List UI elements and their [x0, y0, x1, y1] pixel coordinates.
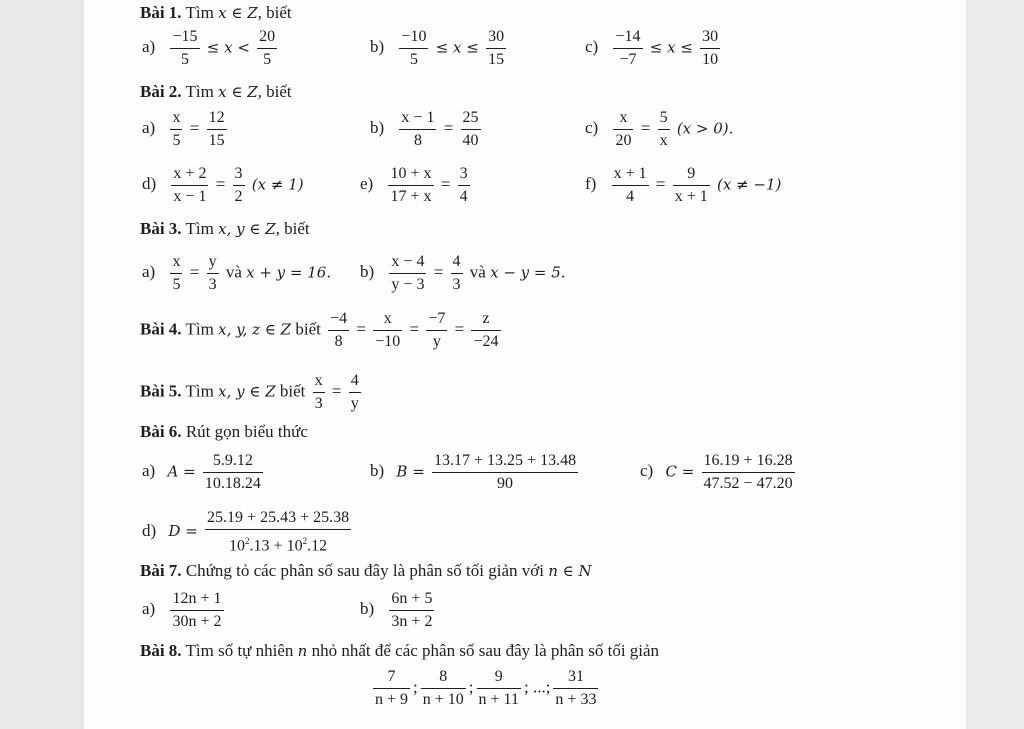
numerator: 4 — [349, 372, 361, 393]
item-label: d) — [142, 174, 157, 194]
numerator: y — [207, 253, 219, 274]
numerator: −10 — [399, 28, 428, 49]
denominator: x + 1 — [674, 188, 708, 205]
equals-sign: = — [215, 174, 226, 194]
denominator: n + 33 — [555, 691, 597, 708]
denominator: n + 9 — [375, 691, 409, 708]
fraction — [702, 452, 795, 493]
numerator: 7 — [373, 668, 410, 689]
numerator: −15 — [170, 28, 199, 49]
denominator: 5 — [180, 51, 189, 68]
denominator: 3 — [452, 276, 461, 293]
item-label: a) — [142, 118, 156, 138]
denominator: x — [659, 132, 668, 149]
fraction — [426, 310, 447, 351]
numerator: 5.9.12 — [203, 452, 263, 473]
exercise-text: Tìm — [185, 82, 214, 101]
numerator: −4 — [328, 310, 349, 331]
numerator: 8 — [421, 668, 466, 689]
exercise-text: Tìm số tự nhiên — [185, 641, 294, 660]
fraction — [373, 310, 402, 351]
fraction — [373, 668, 410, 709]
math-set: x, y, z ∈ Z — [218, 320, 292, 339]
exercise-title: Bài 8. — [140, 641, 182, 660]
expression-var: A = — [167, 462, 196, 481]
numerator: 13.17 + 13.25 + 13.48 — [432, 452, 578, 473]
exercise-6-heading — [140, 422, 308, 442]
exercise-text: Chứng tỏ các phân số sau đây là phân số tối giản với — [185, 561, 544, 580]
numerator: x — [613, 109, 633, 130]
exercise-1-heading — [140, 3, 292, 23]
fraction — [205, 509, 351, 555]
equals-sign: = — [433, 262, 444, 282]
equals-sign: = — [454, 319, 465, 339]
fraction — [700, 28, 720, 69]
denominator: 2 — [234, 188, 243, 205]
exercise-tail: , biết — [275, 219, 310, 238]
exercise-tail: biết — [279, 381, 306, 401]
exercise-2c — [585, 109, 733, 150]
denominator: −7 — [619, 51, 637, 68]
item-label: b) — [360, 599, 375, 619]
denominator: 17 + x — [390, 188, 432, 205]
conjunction: và — [469, 262, 486, 282]
math-op: ≤ x ≤ — [435, 38, 479, 57]
numerator: −7 — [426, 310, 447, 331]
fraction — [458, 165, 470, 206]
numerator: 25.19 + 25.43 + 25.38 — [205, 509, 351, 530]
fraction — [389, 590, 434, 631]
fraction — [421, 668, 466, 709]
denominator: 3 — [208, 276, 217, 293]
denominator-part: 10 — [229, 537, 246, 555]
condition: x + y = 16. — [246, 263, 332, 282]
page-right-margin — [966, 0, 1024, 729]
fraction — [399, 28, 428, 69]
math-op: ≤ x < — [206, 38, 250, 57]
denominator: y − 3 — [391, 276, 425, 293]
fraction — [170, 590, 223, 631]
numerator: x + 2 — [171, 165, 208, 186]
fraction — [673, 165, 710, 206]
expression-var: B = — [396, 462, 425, 481]
item-label: b) — [370, 461, 385, 481]
fraction — [477, 668, 521, 709]
numerator: x — [373, 310, 402, 331]
equals-sign: = — [331, 381, 342, 401]
fraction — [207, 253, 219, 294]
denominator: 40 — [462, 132, 479, 149]
exercise-1c — [585, 28, 723, 69]
fraction — [328, 310, 349, 351]
numerator: 20 — [257, 28, 277, 49]
denominator: 5 — [172, 132, 181, 149]
fraction — [170, 253, 182, 294]
exercise-7-heading — [140, 561, 592, 581]
numerator: 3 — [458, 165, 470, 186]
numerator: 30 — [486, 28, 506, 49]
exercise-8-fractions — [370, 668, 601, 709]
fraction — [461, 109, 481, 150]
expression-var: D = — [168, 522, 198, 541]
numerator: 5 — [658, 109, 670, 130]
numerator: 9 — [673, 165, 710, 186]
denominator: 15 — [208, 132, 225, 149]
fraction — [170, 109, 182, 150]
fraction — [171, 165, 208, 206]
numerator: 3 — [233, 165, 245, 186]
fraction — [613, 28, 642, 69]
equals-sign: = — [409, 319, 420, 339]
exercise-7b — [360, 590, 437, 631]
numerator: x — [170, 109, 182, 130]
denominator: 3n + 2 — [391, 613, 433, 630]
item-label: f) — [585, 174, 597, 194]
exercise-2-heading — [140, 82, 292, 102]
item-label: d) — [142, 521, 157, 541]
denominator: 5 — [172, 276, 181, 293]
exercise-1b — [370, 28, 509, 69]
exercise-4 — [140, 310, 504, 351]
denominator: 47.52 − 47.20 — [703, 475, 793, 492]
fraction — [207, 109, 227, 150]
ellipsis: ; ...; — [523, 677, 551, 697]
denominator: 15 — [488, 51, 505, 68]
exercise-2f — [585, 165, 781, 206]
denominator: 10.18.24 — [204, 475, 261, 492]
exercise-text: Rút gọn biểu thức — [185, 422, 308, 441]
fraction — [553, 668, 598, 709]
numerator: 9 — [477, 668, 521, 689]
item-label: b) — [370, 118, 385, 138]
exercise-text: Tìm — [185, 381, 214, 401]
exercise-text: Tìm — [185, 219, 214, 238]
denominator: 4 — [459, 188, 468, 205]
exercise-title: Bài 7. — [140, 561, 182, 580]
exercise-tail: , biết — [257, 82, 292, 101]
equals-sign: = — [640, 118, 651, 138]
exercise-2e — [360, 165, 473, 206]
numerator: 16.19 + 16.28 — [702, 452, 795, 473]
fraction — [203, 452, 263, 493]
denominator: n + 10 — [422, 691, 464, 708]
numerator: x — [170, 253, 182, 274]
numerator: 12 — [207, 109, 227, 130]
denominator: 3 — [314, 395, 323, 412]
denominator: 8 — [334, 333, 343, 350]
fraction — [170, 28, 199, 69]
exercise-title: Bài 5. — [140, 381, 182, 401]
fraction — [389, 253, 426, 294]
fraction — [471, 310, 500, 351]
exercise-2a — [142, 109, 230, 150]
denominator: n + 11 — [478, 691, 519, 708]
numerator: 4 — [451, 253, 463, 274]
exercise-6c — [640, 452, 798, 493]
item-label: a) — [142, 461, 156, 481]
conjunction: và — [225, 262, 242, 282]
denominator: 8 — [413, 132, 422, 149]
denominator: 10 — [702, 51, 719, 68]
exercise-7a — [142, 590, 227, 631]
condition: (x ≠ −1) — [716, 175, 782, 194]
condition: (x > 0). — [676, 119, 734, 138]
denominator: 30n + 2 — [172, 613, 222, 630]
fraction — [388, 165, 433, 206]
condition: (x ≠ 1) — [251, 175, 304, 194]
numerator: 25 — [461, 109, 481, 130]
exercise-2d — [142, 165, 304, 206]
exercise-title: Bài 2. — [140, 82, 182, 101]
numerator: 12n + 1 — [170, 590, 223, 611]
math-var: n — [297, 642, 308, 660]
exercise-8-heading — [140, 641, 659, 661]
math-set: x, y ∈ Z — [218, 220, 276, 238]
denominator: y — [432, 333, 441, 350]
numerator: x − 1 — [399, 109, 436, 130]
exercise-text: nhỏ nhất để các phân số sau đây là phân số tối giản — [311, 641, 660, 660]
exponent: 2 — [245, 536, 250, 546]
item-label: c) — [640, 461, 654, 481]
exercise-2b — [370, 109, 484, 150]
equals-sign: = — [440, 174, 451, 194]
numerator: z — [471, 310, 500, 331]
numerator: x − 4 — [389, 253, 426, 274]
fraction — [257, 28, 277, 69]
denominator-part: .12 — [307, 537, 328, 555]
exercise-title: Bài 1. — [140, 3, 182, 22]
numerator: x — [313, 372, 325, 393]
math-set: x ∈ Z — [218, 4, 258, 22]
exercise-title: Bài 3. — [140, 219, 182, 238]
numerator: 10 + x — [388, 165, 433, 186]
equals-sign: = — [189, 262, 200, 282]
exercise-6d — [142, 509, 354, 555]
separator: ; — [413, 677, 418, 697]
fraction — [613, 109, 633, 150]
equals-sign: = — [443, 118, 454, 138]
fraction — [399, 109, 436, 150]
denominator: y — [350, 395, 359, 412]
item-label: a) — [142, 262, 156, 282]
condition: n ∈ N — [548, 562, 592, 580]
item-label: a) — [142, 37, 156, 57]
exercise-text: Tìm — [185, 319, 214, 339]
numerator: 6n + 5 — [389, 590, 434, 611]
exercise-tail: biết — [295, 319, 321, 339]
item-label: e) — [360, 174, 374, 194]
fraction — [658, 109, 670, 150]
fraction — [233, 165, 245, 206]
equals-sign: = — [189, 118, 200, 138]
exercise-3b — [360, 253, 566, 294]
fraction — [451, 253, 463, 294]
expression-var: C = — [665, 462, 695, 481]
exercise-3-heading — [140, 219, 310, 239]
item-label: c) — [585, 37, 599, 57]
denominator: 5 — [263, 51, 272, 68]
condition: x − y = 5. — [490, 263, 566, 282]
item-label: b) — [370, 37, 385, 57]
denominator: x − 1 — [173, 188, 207, 205]
exercise-tail: , biết — [257, 3, 292, 22]
denominator — [205, 530, 351, 555]
fraction — [313, 372, 325, 413]
denominator: 90 — [497, 475, 514, 492]
item-label: b) — [360, 262, 375, 282]
exercise-title: Bài 6. — [140, 422, 182, 441]
exercise-5 — [140, 372, 364, 413]
fraction — [612, 165, 649, 206]
math-set: x, y ∈ Z — [218, 382, 276, 401]
numerator: −14 — [613, 28, 642, 49]
fraction — [486, 28, 506, 69]
exercise-3a — [142, 253, 331, 294]
denominator: 4 — [626, 188, 635, 205]
denominator: 20 — [615, 132, 632, 149]
denominator: −10 — [375, 333, 401, 350]
exponent: 2 — [302, 536, 308, 546]
numerator: x + 1 — [612, 165, 649, 186]
exercise-title: Bài 4. — [140, 319, 182, 339]
exercise-6b — [370, 452, 581, 493]
exercise-6a — [142, 452, 266, 493]
numerator: 30 — [700, 28, 720, 49]
math-op: ≤ x ≤ — [649, 38, 693, 57]
separator: ; — [468, 677, 474, 697]
fraction — [432, 452, 578, 493]
math-set: x ∈ Z — [218, 83, 258, 101]
equals-sign: = — [356, 319, 366, 339]
denominator: −24 — [473, 333, 499, 350]
denominator-part: .13 + 10 — [249, 537, 303, 555]
exercise-1a — [142, 28, 280, 69]
numerator: 31 — [553, 668, 598, 689]
fraction — [349, 372, 361, 413]
exercise-text: Tìm — [185, 3, 214, 22]
item-label: c) — [585, 118, 599, 138]
denominator: 5 — [409, 51, 418, 68]
equals-sign: = — [655, 174, 666, 194]
item-label: a) — [142, 599, 156, 619]
